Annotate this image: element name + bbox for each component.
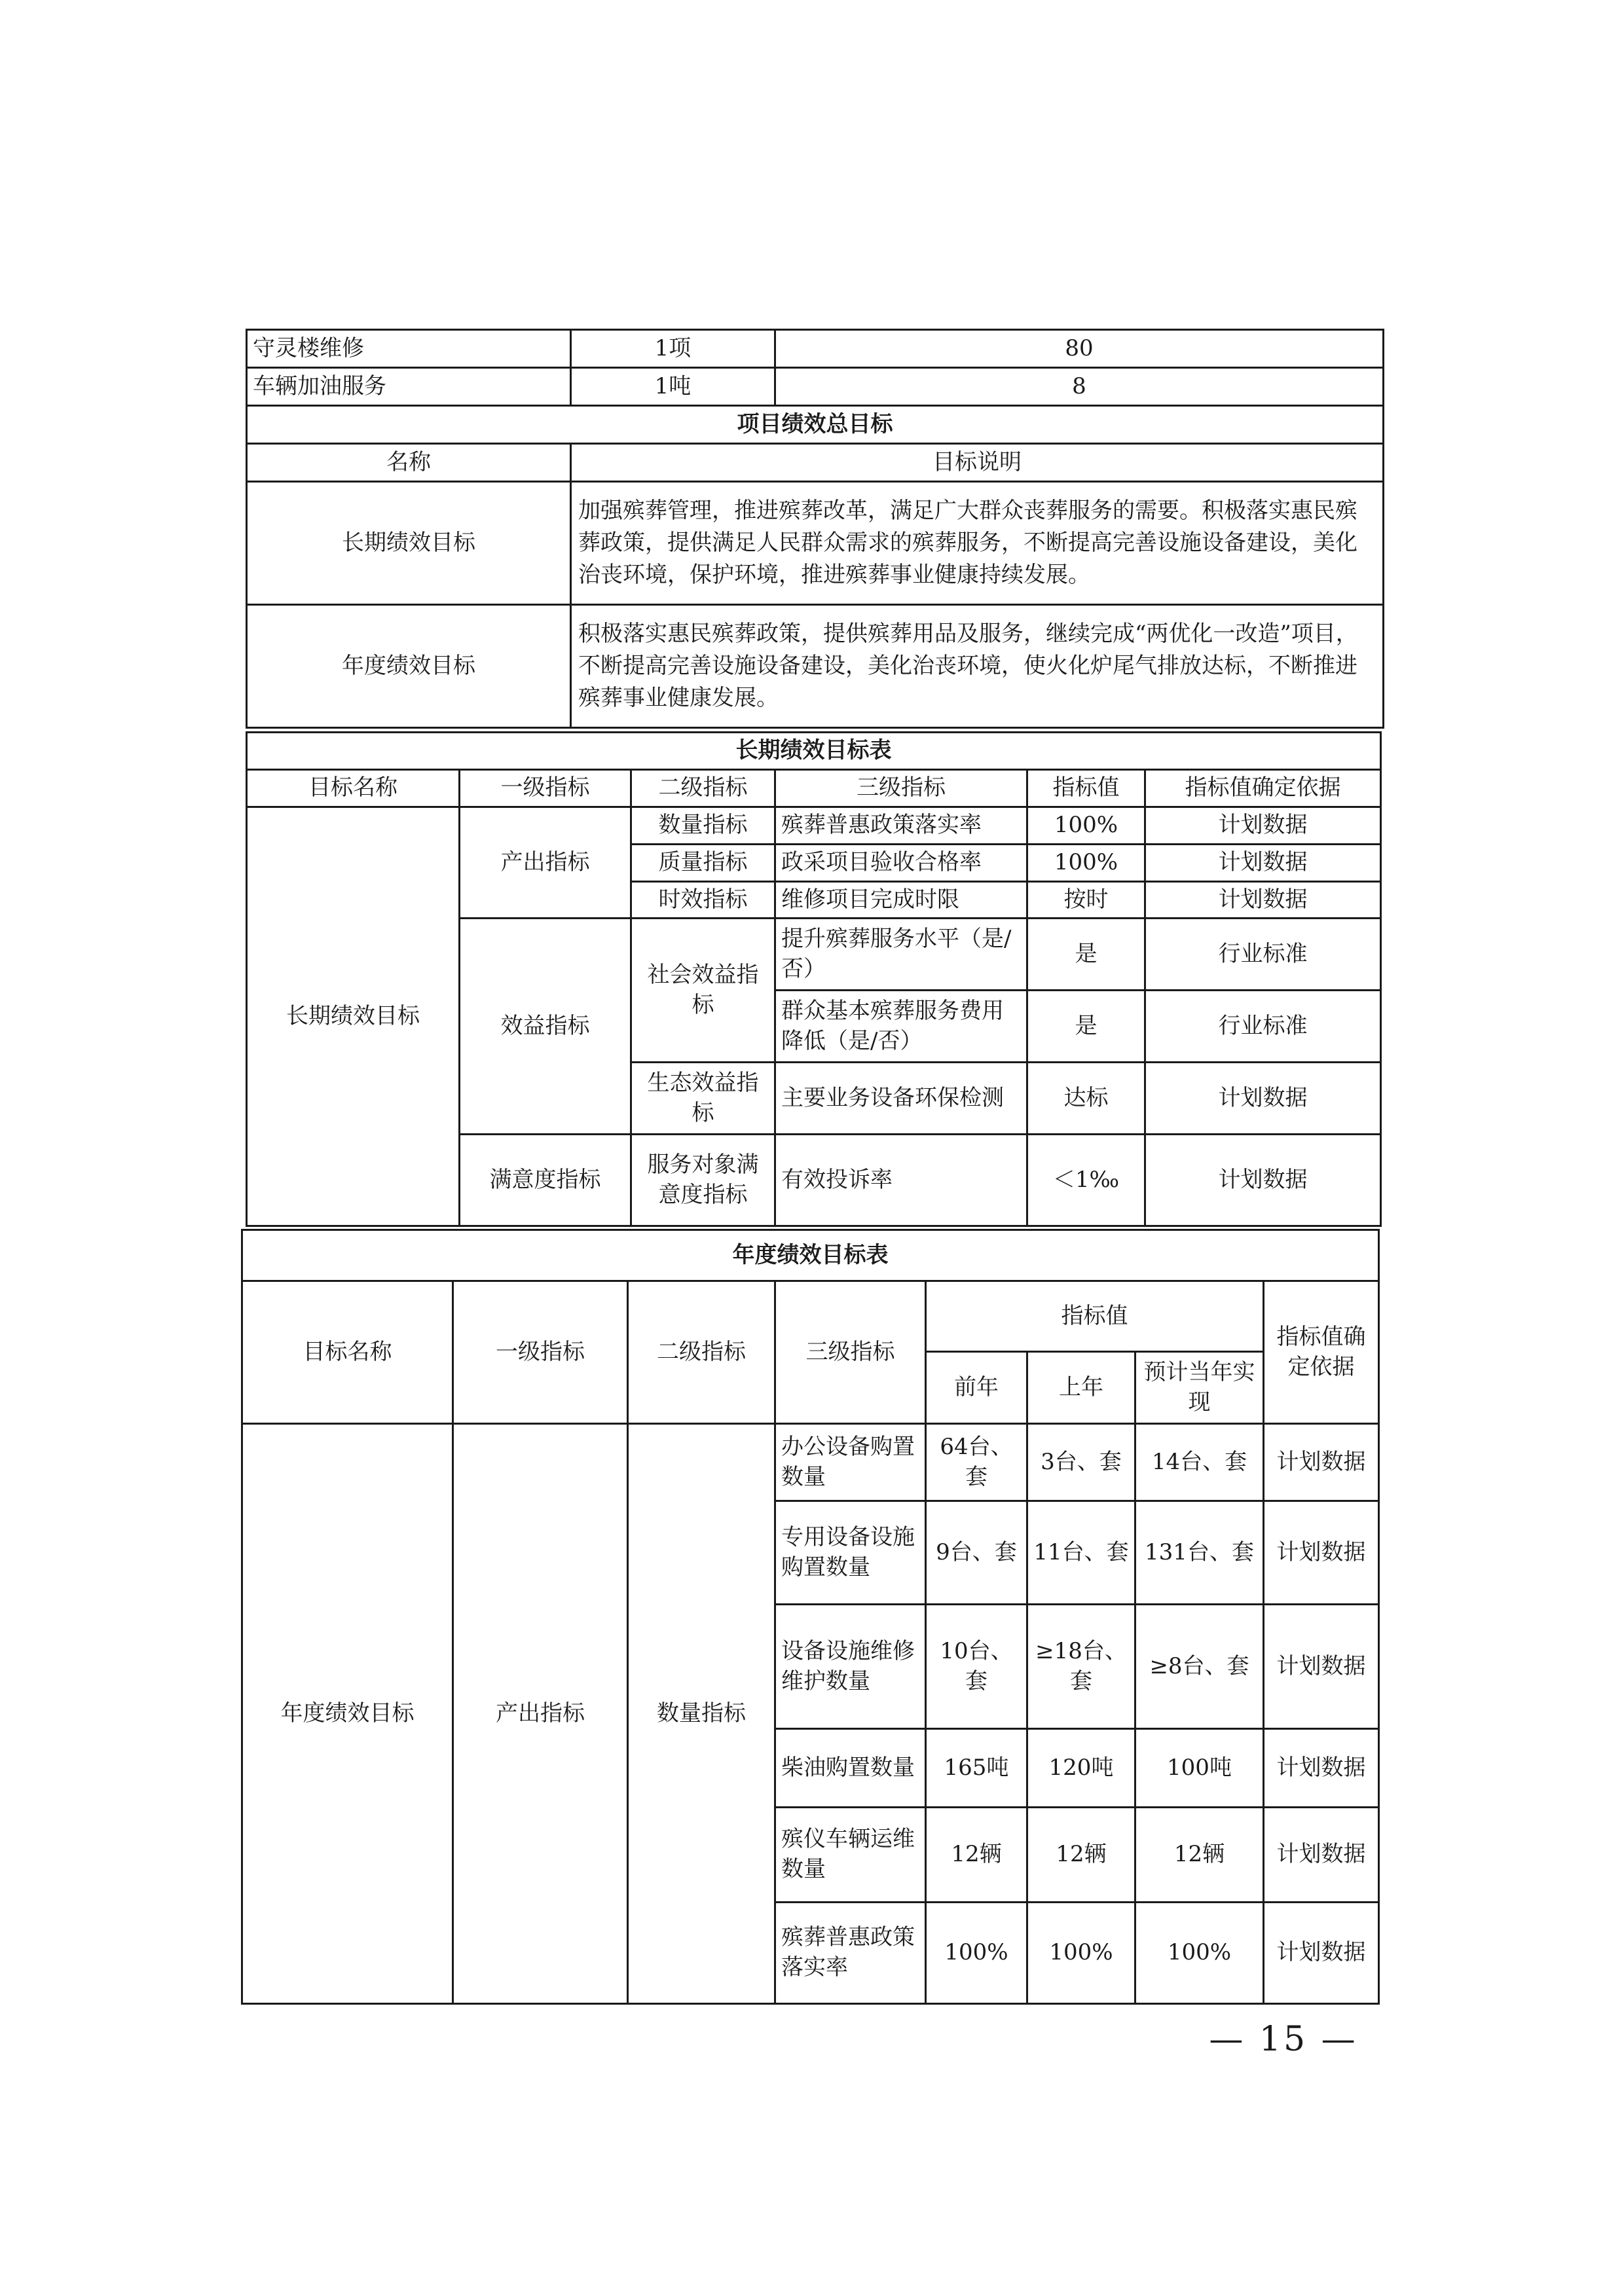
value-cell: ＜1‰ <box>1027 1135 1145 1226</box>
annual-goals-table <box>241 1229 1380 2005</box>
level2-cell: 社会效益指标 <box>631 919 775 1063</box>
goal-name-cell: 年度绩效目标 <box>242 1424 453 2004</box>
basis-cell: 计划数据 <box>1264 1501 1379 1605</box>
table-row <box>247 605 1384 728</box>
prev-year-cell: 10台、套 <box>926 1605 1027 1729</box>
basis-cell: 计划数据 <box>1145 807 1381 844</box>
column-header: 指标值 <box>1027 769 1145 807</box>
section-title: 项目绩效总目标 <box>247 406 1384 444</box>
column-header: 三级指标 <box>775 1281 926 1424</box>
level2-cell: 数量指标 <box>628 1424 775 2004</box>
overall-goals-table <box>246 329 1384 729</box>
table-header-row <box>242 1281 1379 1352</box>
level3-cell: 柴油购置数量 <box>775 1729 926 1808</box>
expected-cell: ≥8台、套 <box>1135 1605 1264 1729</box>
expected-cell: 131台、套 <box>1135 1501 1264 1605</box>
level1-cell: 满意度指标 <box>460 1135 631 1226</box>
table-row <box>247 733 1381 770</box>
column-header: 名称 <box>247 444 571 482</box>
basis-cell: 计划数据 <box>1264 1729 1379 1808</box>
table-row <box>247 482 1384 605</box>
column-header: 二级指标 <box>628 1281 775 1424</box>
table-row <box>247 406 1384 444</box>
level3-cell: 政采项目验收合格率 <box>775 844 1027 881</box>
goal-description: 积极落实惠民殡葬政策，提供殡葬用品及服务，继续完成“两优化一改造”项目，不断提高完善设施设备建设，美化治丧环境，使火化炉尾气排放达标，不断推进殡葬事业健康发展。 <box>571 605 1384 728</box>
table-row <box>247 368 1384 406</box>
level1-cell: 效益指标 <box>460 919 631 1135</box>
basis-cell: 计划数据 <box>1264 1605 1379 1729</box>
level2-cell: 时效指标 <box>631 881 775 919</box>
column-header: 上年 <box>1027 1352 1135 1424</box>
table-row <box>242 1230 1379 1281</box>
last-year-cell: 12辆 <box>1027 1808 1135 1903</box>
budget-item-amount: 8 <box>775 368 1384 406</box>
goal-label: 年度绩效目标 <box>247 605 571 728</box>
column-header: 指标值 <box>926 1281 1264 1352</box>
column-header: 指标值确定依据 <box>1145 769 1381 807</box>
budget-item-quantity: 1吨 <box>571 368 775 406</box>
basis-cell: 计划数据 <box>1264 1424 1379 1501</box>
level3-cell: 殡仪车辆运维数量 <box>775 1808 926 1903</box>
level3-cell: 办公设备购置数量 <box>775 1424 926 1501</box>
last-year-cell: ≥18台、套 <box>1027 1605 1135 1729</box>
column-header: 目标说明 <box>571 444 1384 482</box>
last-year-cell: 3台、套 <box>1027 1424 1135 1501</box>
long-term-goals-table <box>246 731 1382 1227</box>
value-cell: 是 <box>1027 919 1145 991</box>
budget-item-amount: 80 <box>775 330 1384 368</box>
level2-cell: 质量指标 <box>631 844 775 881</box>
level1-cell: 产出指标 <box>453 1424 628 2004</box>
budget-item-name: 车辆加油服务 <box>247 368 571 406</box>
expected-cell: 100% <box>1135 1903 1264 2004</box>
level1-cell: 产出指标 <box>460 807 631 919</box>
prev-year-cell: 100% <box>926 1903 1027 2004</box>
value-cell: 达标 <box>1027 1063 1145 1135</box>
basis-cell: 计划数据 <box>1264 1808 1379 1903</box>
budget-item-quantity: 1项 <box>571 330 775 368</box>
expected-cell: 14台、套 <box>1135 1424 1264 1501</box>
level3-cell: 专用设备设施购置数量 <box>775 1501 926 1605</box>
page-number: — 15 — <box>1209 2020 1358 2059</box>
column-header: 目标名称 <box>247 769 460 807</box>
basis-cell: 行业标准 <box>1145 991 1381 1063</box>
last-year-cell: 11台、套 <box>1027 1501 1135 1605</box>
level3-cell: 维修项目完成时限 <box>775 881 1027 919</box>
last-year-cell: 120吨 <box>1027 1729 1135 1808</box>
goal-label: 长期绩效目标 <box>247 482 571 605</box>
table-row <box>247 807 1381 844</box>
value-cell: 100% <box>1027 844 1145 881</box>
basis-cell: 计划数据 <box>1145 844 1381 881</box>
column-header: 预计当年实现 <box>1135 1352 1264 1424</box>
table-row <box>247 444 1384 482</box>
prev-year-cell: 12辆 <box>926 1808 1027 1903</box>
basis-cell: 计划数据 <box>1145 1063 1381 1135</box>
level3-cell: 主要业务设备环保检测 <box>775 1063 1027 1135</box>
goal-description: 加强殡葬管理，推进殡葬改革，满足广大群众丧葬服务的需要。积极落实惠民殡葬政策，提供满足人民群众需求的殡葬服务，不断提高完善设施设备建设，美化治丧环境，保护环境，推进殡葬事业健康持续发展。 <box>571 482 1384 605</box>
budget-item-name: 守灵楼维修 <box>247 330 571 368</box>
table-row <box>247 330 1384 368</box>
column-header: 目标名称 <box>242 1281 453 1424</box>
prev-year-cell: 9台、套 <box>926 1501 1027 1605</box>
expected-cell: 100吨 <box>1135 1729 1264 1808</box>
level3-cell: 殡葬普惠政策落实率 <box>775 1903 926 2004</box>
basis-cell: 计划数据 <box>1145 881 1381 919</box>
prev-year-cell: 64台、套 <box>926 1424 1027 1501</box>
prev-year-cell: 165吨 <box>926 1729 1027 1808</box>
expected-cell: 12辆 <box>1135 1808 1264 1903</box>
basis-cell: 计划数据 <box>1145 1135 1381 1226</box>
level3-cell: 提升殡葬服务水平（是/否） <box>775 919 1027 991</box>
level2-cell: 生态效益指标 <box>631 1063 775 1135</box>
level2-cell: 数量指标 <box>631 807 775 844</box>
section-title: 长期绩效目标表 <box>247 733 1381 770</box>
level2-cell: 服务对象满意度指标 <box>631 1135 775 1226</box>
level3-cell: 设备设施维修维护数量 <box>775 1605 926 1729</box>
value-cell: 按时 <box>1027 881 1145 919</box>
level3-cell: 群众基本殡葬服务费用降低（是/否） <box>775 991 1027 1063</box>
basis-cell: 行业标准 <box>1145 919 1381 991</box>
column-header: 二级指标 <box>631 769 775 807</box>
level3-cell: 有效投诉率 <box>775 1135 1027 1226</box>
column-header: 前年 <box>926 1352 1027 1424</box>
column-header: 三级指标 <box>775 769 1027 807</box>
basis-cell: 计划数据 <box>1264 1903 1379 2004</box>
value-cell: 100% <box>1027 807 1145 844</box>
column-header: 指标值确定依据 <box>1264 1281 1379 1424</box>
section-title: 年度绩效目标表 <box>242 1230 1379 1281</box>
goal-name-cell: 长期绩效目标 <box>247 807 460 1226</box>
last-year-cell: 100% <box>1027 1903 1135 2004</box>
column-header: 一级指标 <box>460 769 631 807</box>
value-cell: 是 <box>1027 991 1145 1063</box>
level3-cell: 殡葬普惠政策落实率 <box>775 807 1027 844</box>
table-row <box>242 1424 1379 1501</box>
column-header: 一级指标 <box>453 1281 628 1424</box>
table-header-row <box>247 769 1381 807</box>
